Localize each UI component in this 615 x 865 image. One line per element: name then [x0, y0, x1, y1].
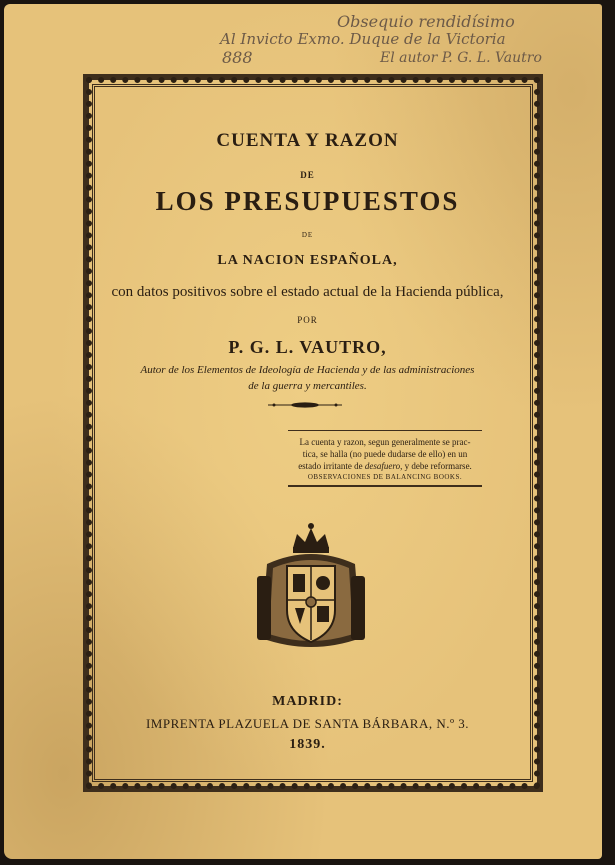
ornamental-divider	[268, 402, 342, 408]
imprint-year: 1839.	[289, 737, 326, 752]
handwritten-inscription-line2: Al Invicto Exmo. Duque de la Victoria	[220, 30, 506, 48]
title-line-1: CUENTA Y RAZON	[216, 130, 399, 151]
epigraph-source: OBSERVACIONES DE BALANCING BOOKS.	[307, 473, 463, 481]
epigraph-line-1: La cuenta y razon, segun generalmente se prac-	[299, 437, 471, 447]
subtitle: con datos positivos sobre el estado actual de la Hacienda pública,	[111, 284, 504, 300]
title-line-2: LOS PRESUPUESTOS	[155, 186, 460, 216]
author-description-2: de la guerra y mercantiles.	[248, 380, 367, 392]
title-de-2: DE	[301, 231, 314, 239]
epigraph-box	[288, 430, 482, 487]
coat-of-arms-icon	[253, 520, 369, 660]
handwritten-inscription-line4: El autor P. G. L. Vautro	[380, 50, 542, 66]
handwritten-inscription-line3: 888	[222, 48, 253, 67]
handwritten-inscription-line1: Obsequio rendidísimo	[337, 12, 515, 31]
imprint-printer: IMPRENTA PLAZUELA DE SANTA BÁRBARA, N.º 3.	[145, 716, 470, 731]
author-name: P. G. L. VAUTRO,	[228, 337, 387, 357]
imprint-city: MADRID:	[272, 694, 343, 709]
epigraph-line-2: tica, se halla (no puede dudarse de ello) en un	[302, 449, 468, 459]
title-line-3: LA NACION ESPAÑOLA,	[217, 253, 398, 268]
epigraph-line-3: estado irritante de desafuero, y debe reformarse.	[298, 461, 472, 471]
author-por: POR	[297, 315, 318, 325]
author-description-1: Autor de los Elementos de Ideología de Hacienda y de las administraciones	[140, 364, 475, 376]
title-de-1: DE	[300, 170, 315, 180]
